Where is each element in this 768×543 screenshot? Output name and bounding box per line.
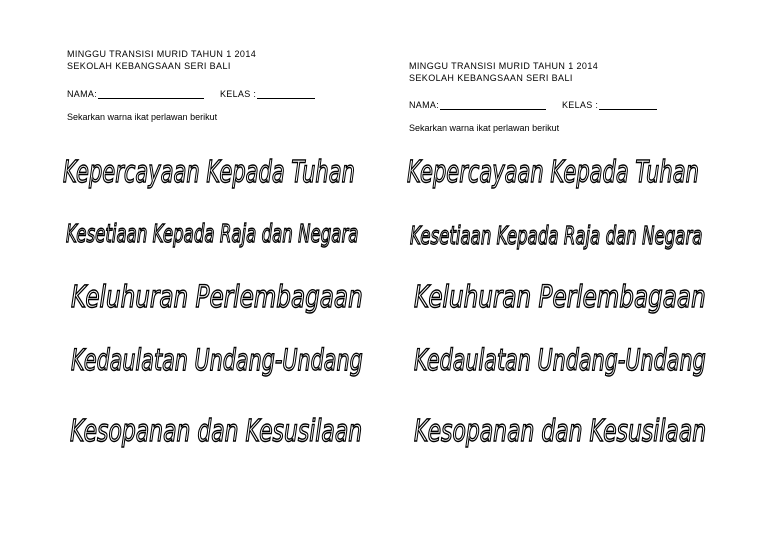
name-label: NAMA: — [67, 89, 98, 99]
phrase-outline-3: Keluhuran Perlembagaan — [71, 280, 363, 315]
name-field-row — [409, 100, 546, 110]
header-title-line1: MINGGU TRANSISI MURID TAHUN 1 2014 — [409, 61, 599, 71]
phrase-outline-3: Keluhuran Perlembagaan — [414, 280, 706, 315]
name-blank[interactable] — [98, 89, 204, 99]
phrase-outline-4: Kedaulatan Undang-Undang — [414, 343, 706, 377]
class-field-row — [562, 100, 657, 110]
class-blank[interactable] — [599, 100, 657, 110]
phrase-outline-2: Kesetiaan Kepada Raja dan Negara — [410, 221, 703, 250]
class-label: KELAS : — [562, 100, 599, 110]
phrase-outline-2: Kesetiaan Kepada Raja dan Negara — [66, 219, 359, 248]
phrase-outline-1: Kepercayaan Kepada Tuhan — [63, 155, 355, 190]
phrase-outline-5: Kesopanan dan Kesusilaan — [70, 414, 363, 449]
class-field-row — [220, 89, 315, 99]
name-blank[interactable] — [440, 100, 546, 110]
instruction-partial: Sekarkan warna ikat perlawan berikut — [409, 123, 560, 133]
class-label: KELAS : — [220, 89, 257, 99]
class-blank[interactable] — [257, 89, 315, 99]
name-field-row — [67, 89, 204, 99]
name-label: NAMA: — [409, 100, 440, 110]
header-title-line2: SEKOLAH KEBANGSAAN SERI BALI — [67, 61, 231, 71]
header-title-line1: MINGGU TRANSISI MURID TAHUN 1 2014 — [67, 49, 257, 59]
header-title-line2: SEKOLAH KEBANGSAAN SERI BALI — [409, 73, 573, 83]
worksheet-right — [384, 0, 768, 543]
phrase-outline-5: Kesopanan dan Kesusilaan — [414, 414, 707, 449]
instruction-partial: Sekarkan warna ikat perlawan berikut — [67, 112, 218, 122]
phrase-outline-1: Kepercayaan Kepada Tuhan — [407, 155, 699, 190]
phrase-outline-4: Kedaulatan Undang-Undang — [71, 343, 363, 377]
